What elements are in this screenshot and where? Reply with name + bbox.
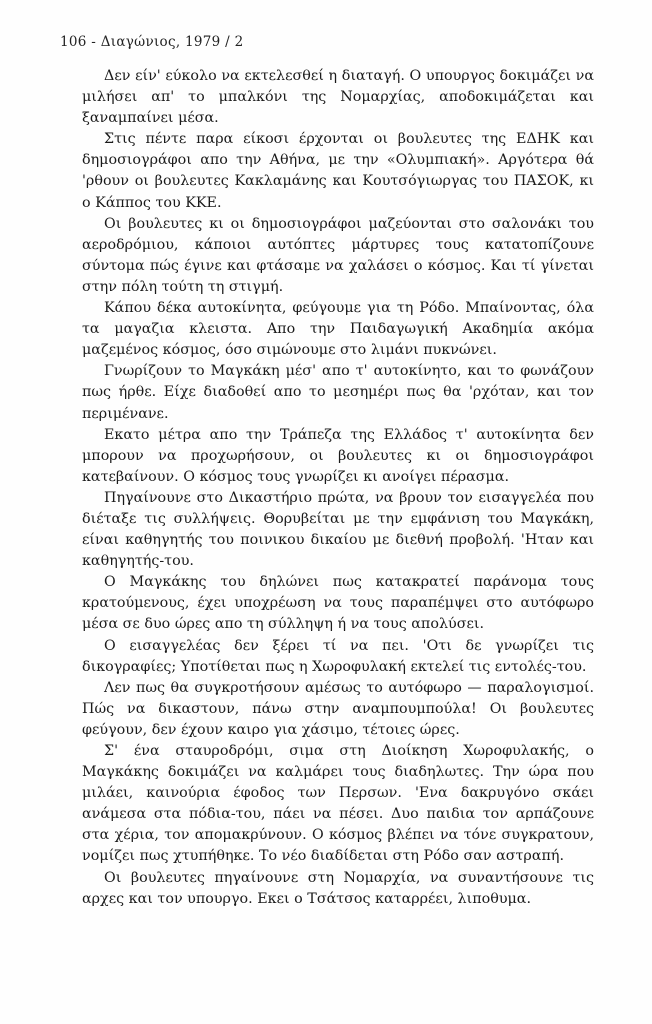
- paragraph: Οι βουλευτες κι οι δημοσιογράφοι μαζεύονται στο σαλονάκι του αεροδρόμιου, κάποιοι αυτόπτες μάρτυρες τους κατατοπίζουνε σύντομα πώς έγινε και φτάσαμε να χαλάσει ο κόσμος. Και τί γίνεται στην πόλη τούτη τη στιγμή.: [82, 215, 594, 295]
- paragraph: Οι βουλευτες πηγαίνουνε στη Νομαρχία, να συναντήσουνε τις αρχες και τον υπουργο. Εκει ο Τσάτσος καταρρέει, λιποθυμα.: [82, 869, 594, 907]
- paragraph: Ο εισαγγελέας δεν ξέρει τί να πει. 'Οτι δε γνωρίζει τις δικογραφίες; Υποτίθεται πως η Χωροφυλακή εκτελεί τις εντολές-του.: [82, 637, 594, 675]
- paragraph: Γνωρίζουν το Μαγκάκη μέσ' απο τ' αυτοκίνητο, και το φωνάζουν πως ήρθε. Είχε διαδοθεί απο το μεσημέρι πως θα 'ρχόταν, και τον περιμένανε.: [82, 363, 594, 422]
- body-text: [82, 66, 594, 910]
- paragraph: Σ' ένα σταυροδρόμι, σιμα στη Διοίκηση Χωροφυλακής, ο Μαγκάκης δοκιμάζει να καλμάρει τους διαδηλωτες. Την ώρα που μιλάει, καινούρια έφοδος των Περσων. 'Ενα δακρυγόνο σκάει ανάμεσα στα πόδια-του, πάει να πέσει. Δυο παιδια τον αρπάζουνε στα χέρια, τον απομακρύνουν. Ο κόσμος βλέπει να τόνε συγκρατουν, νομίζει πως χτυπήθηκε. Το νέο διαδίδεται στη Ρόδο σαν αστραπή.: [82, 743, 594, 865]
- running-head: 106 - Διαγώνιος, 1979 / 2: [60, 34, 244, 50]
- paragraph: Στις πέντε παρα είκοσι έρχονται οι βουλευτες της ΕΔΗΚ και δημοσιογράφοι απο την Αθήνα, με την «Ολυμπιακή». Αργότερα θά 'ρθουν οι βουλευτες Κακλαμάνης και Κουτσόγιωργας του ΠΑΣΟΚ, κι ο Κάππος του ΚΚΕ.: [82, 131, 594, 211]
- paragraph: Κάπου δέκα αυτοκίνητα, φεύγουμε για τη Ρόδο. Μπαίνοντας, όλα τα μαγαζια κλειστα. Απο την Παιδαγωγική Ακαδημία ακόμα μαζεμένος κόσμος, όσο σιμώνουμε στο λιμάνι πυκνώνει.: [82, 300, 594, 359]
- paragraph: Δεν είν' εύκολο να εκτελεσθεί η διαταγή. Ο υπουργος δοκιμάζει να μιλήσει απ' το μπαλκόνι της Νομαρχίας, αποδοκιμάζεται και ξαναμπαίνει μέσα.: [82, 68, 594, 127]
- paragraph: Λεν πως θα συγκροτήσουν αμέσως το αυτόφωρο — παραλογισμοί. Πώς να δικαστουν, πάνω στην αναμπουμπούλα! Οι βουλευτες φεύγουν, δεν έχουν καιρο για χάσιμο, τέτοιες ώρες.: [82, 679, 594, 738]
- paragraph: Ο Μαγκάκης του δηλώνει πως κατακρατεί παράνομα τους κρατούμενους, έχει υποχρέωση να τους παραπέμψει στο αυτόφωρο μέσα σε δυο ώρες απο τη σύλληψη ή να τους απολύσει.: [82, 574, 594, 633]
- paragraph: Εκατο μέτρα απο την Τράπεζα της Ελλάδος τ' αυτοκίνητα δεν μπορουν να προχωρήσουν, οι βουλευτες κι οι δημοσιογράφοι κατεβαίνουν. Ο κόσμος τους γνωρίζει κι ανοίγει πέρασμα.: [82, 426, 594, 485]
- paragraph: Πηγαίνουνε στο Δικαστήριο πρώτα, να βρουν τον εισαγγελέα που διέταξε τις συλλήψεις. Θορυβείται με την εμφάνιση του Μαγκάκη, είναι καθηγητής του ποινικου δικαίου με διεθνή προβολή. 'Ηταν και καθηγητής-του.: [82, 489, 594, 570]
